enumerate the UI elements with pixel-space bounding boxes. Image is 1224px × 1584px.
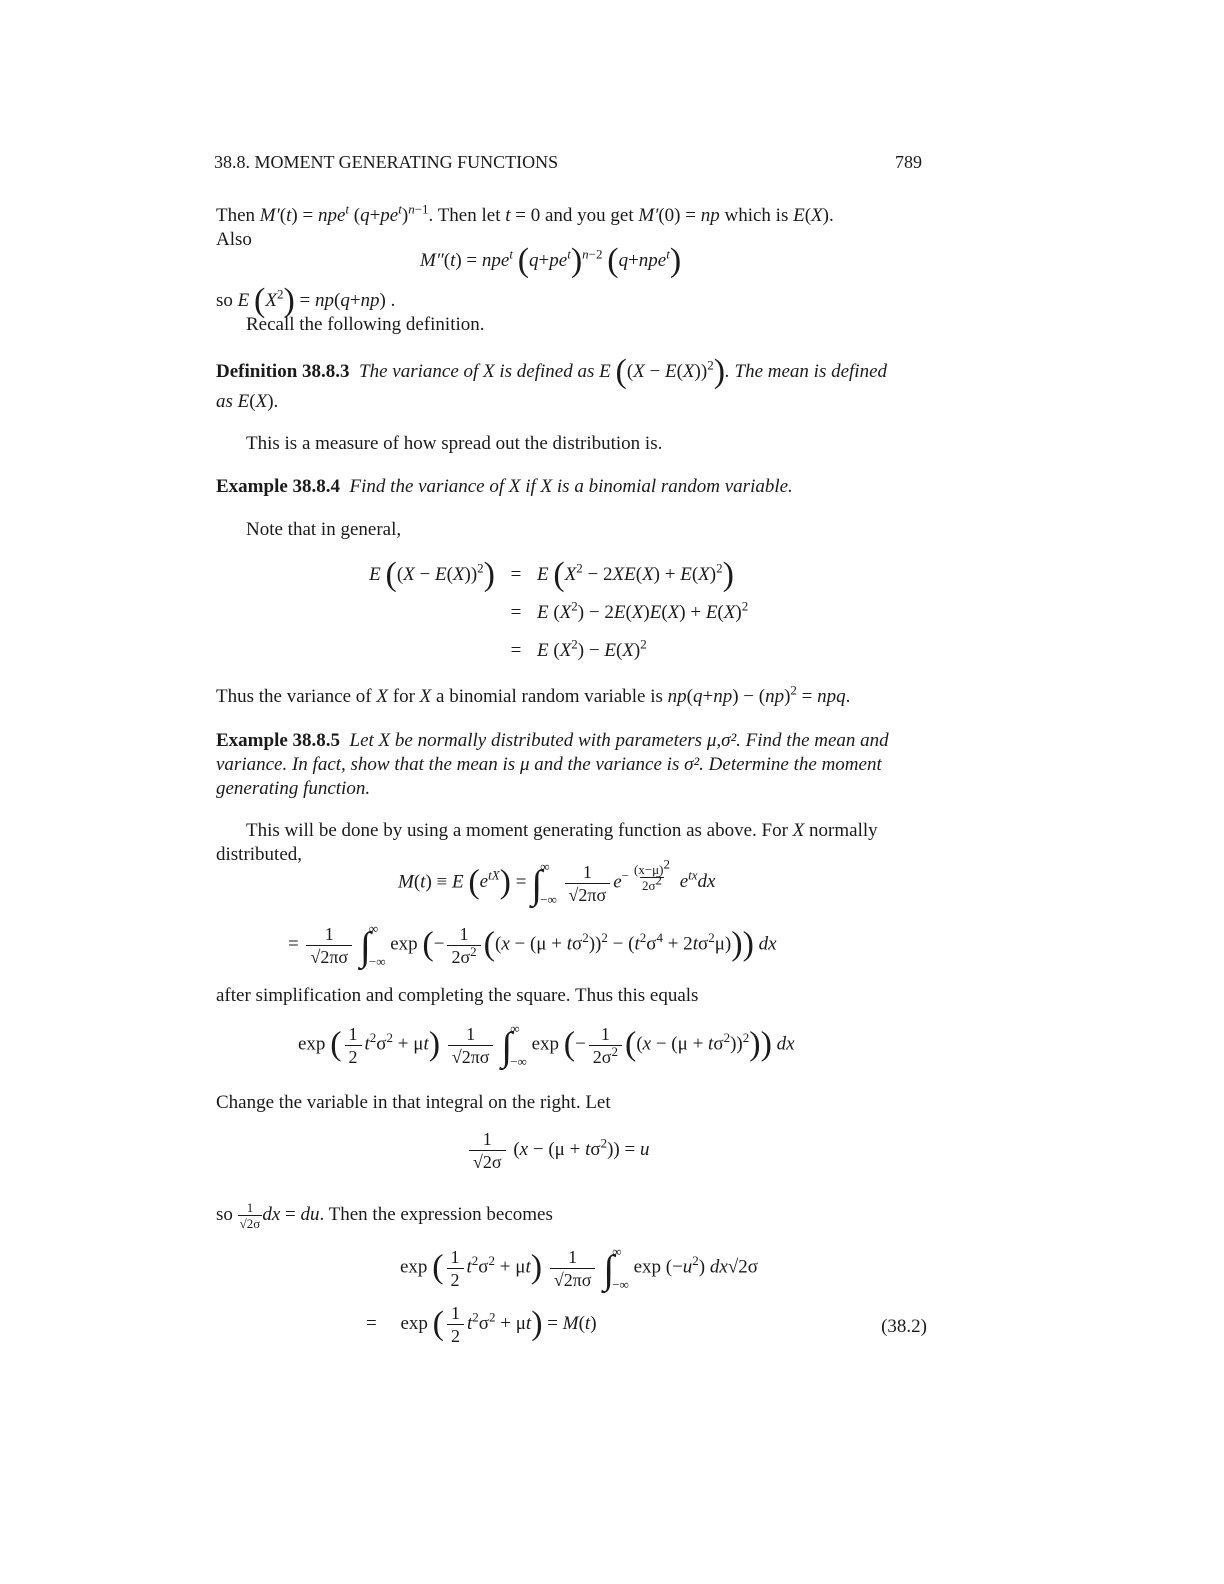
equation-final-line-2: = exp ( $\frac{1}{2}$ $t^2\sigma^2 + \mu t) = M(t)$ <box>366 1303 597 1346</box>
variance-line-2: = E $(X^2) - 2E(X)E(X) + E(X)^2$ <box>510 598 749 623</box>
equation-number: (38.2) <box>881 1316 927 1337</box>
change-variable-text: Change the variable in that integral on the right. Let <box>216 1092 611 1113</box>
thus-variance: Thus the variance of X for X a binomial random variable is np(q+np) − (np)$^2$ = npq. <box>216 682 851 707</box>
running-header: 38.8. MOMENT GENERATING FUNCTIONS <box>214 152 559 172</box>
paragraph-mprime: Then M′(t) = npe$^t$ $(q+pe^t)^{n-1}$. Then let t = 0 and you get M′(0) = np which is E(X). <box>216 201 834 226</box>
definition-continued: as E(X). <box>216 391 279 412</box>
equation-final-line-1: exp ( $\frac{1}{2}$ $t^2\sigma^2 + \mu t$) $\frac{1}{√2\pi\sigma}$ ∫ ∞ −∞ $\exp (-u^2)$ dx√2σ <box>400 1244 758 1292</box>
after-simplification: after simplification and completing the square. Thus this equals <box>216 985 699 1006</box>
variance-line-3: = E $(X^2) - E(X)^2$ <box>510 636 647 661</box>
equation-second-derivative: M″(t) = npe$^t$ $(q+pe^t)^{n-2}$ (q+npe$^t$) <box>420 242 682 279</box>
definition-38-8-3: Definition 38.8.3 The variance of X is defined as E $((X - E(X))^2)$. The mean is defined <box>216 353 888 390</box>
variance-derivation <box>340 556 748 670</box>
page-number: 789 <box>895 152 922 172</box>
distributed-text: distributed, <box>216 844 303 865</box>
example-38-8-5-line3: generating function. <box>216 778 371 799</box>
recall-text: Recall the following definition. <box>246 314 485 335</box>
equation-mgf-definition: M(t) ≡ E $(e^{tX})$ = ∫ ∞ −∞ $\frac{1}{√2\pi\sigma}$ $e^{- \frac{(x-\mu)^2}{2\sigma^2}}$ $e^{tx}dx$ <box>398 856 716 907</box>
so-du-text: so $\frac{1}{√2\sigma}$ dx = du. Then the expression becomes <box>216 1200 553 1231</box>
equation-expanded-integral: = $\frac{1}{√2\pi\sigma}$ ∫ ∞ −∞ exp (− $\frac{1}{2\sigma^2}$ $((x - (\mu + t\sigma^2))^2 - (t^2\sigma^4 + 2t\sigma^2\mu))$) dx <box>288 921 777 969</box>
equation-substitution: $\frac{1}{√2\sigma}$ $(x - (\mu + t\sigma^2)) = u$ <box>466 1128 649 1173</box>
equation-completed-square: exp ( $\frac{1}{2}$ $t^2\sigma^2 + \mu t$) $\frac{1}{√2\pi\sigma}$ ∫ ∞ −∞ exp (− $\frac{1}{2\sigma^2}$ $((x - (\mu + t\sigma^2))^2)$) dx <box>298 1021 795 1069</box>
example-38-8-5-line2: variance. In fact, show that the mean is μ and the variance is σ². Determine the moment <box>216 754 882 775</box>
example-38-8-4: Example 38.8.4 Find the variance of X if X is a binomial random variable. <box>216 476 793 497</box>
measure-text: This is a measure of how spread out the distribution is. <box>246 433 663 454</box>
so-expectation: so E $(X^2) = np(q+np)$ . <box>216 282 396 319</box>
variance-line-1: E $((X - E(X))^2)$ = E $(X^2 - 2XE(X) + E(X)^2)$ <box>369 556 734 593</box>
example-38-8-5: Example 38.8.5 Let X be normally distributed with parameters μ,σ². Find the mean and <box>216 730 889 751</box>
normal-paragraph: This will be done by using a moment generating function as above. For X normally <box>246 820 878 841</box>
note-text: Note that in general, <box>246 519 402 540</box>
also-text: Also <box>216 229 252 250</box>
